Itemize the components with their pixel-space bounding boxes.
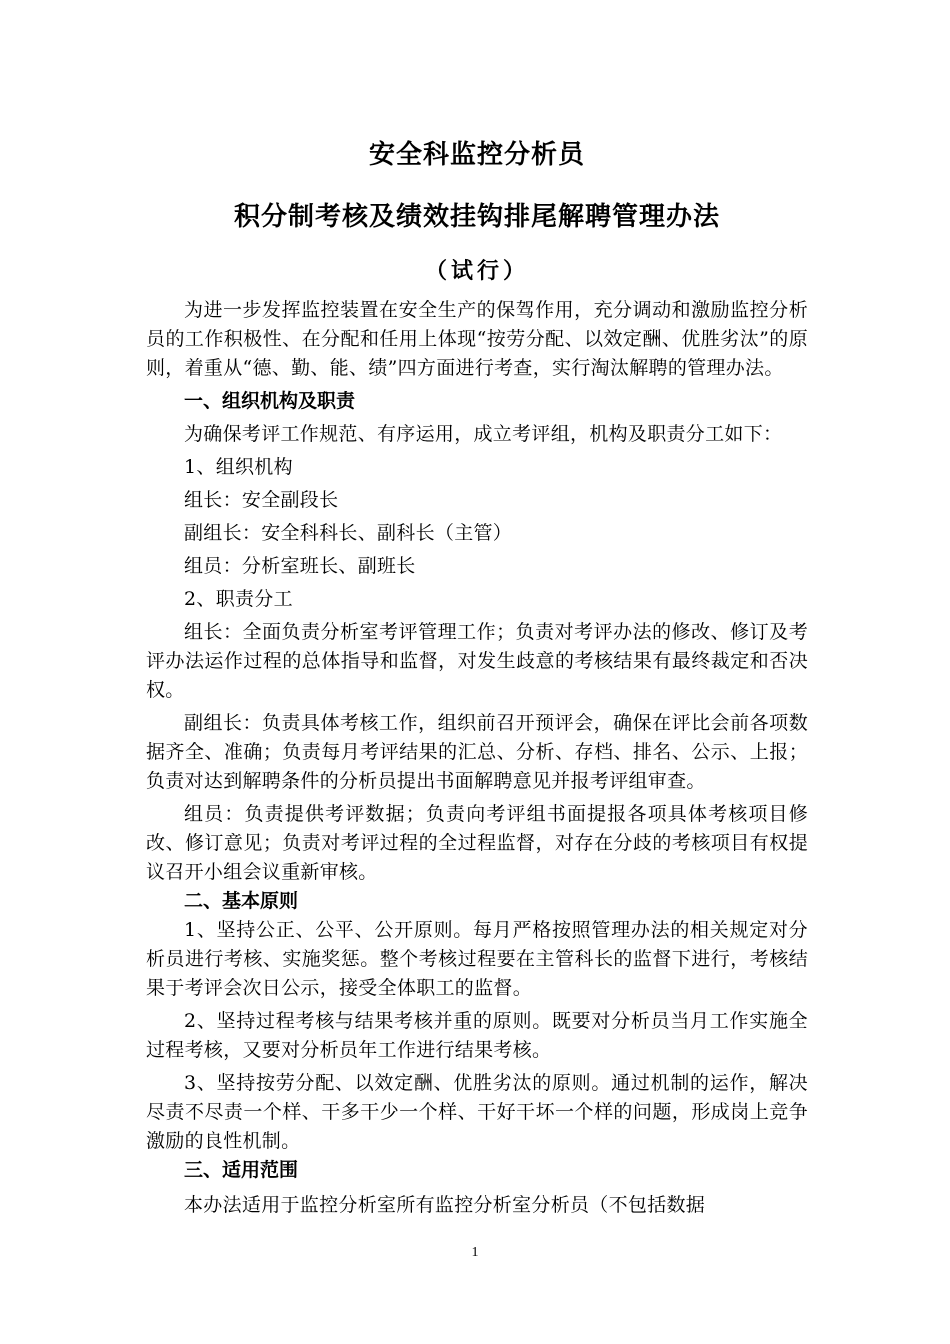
page-number: 1 <box>471 1245 479 1260</box>
duty-leader: 组长：全面负责分析室考评管理工作；负责对考评办法的修改、修订及考评办法运作过程的总体指导和监督，对发生歧意的考核结果有最终裁定和否决权。 <box>146 621 808 701</box>
section1-heading: 一、组织机构及职责 <box>184 390 356 412</box>
section3-heading: 三、适用范围 <box>184 1159 299 1181</box>
section1-intro: 为确保考评工作规范、有序运用，成立考评组，机构及职责分工如下： <box>184 423 783 445</box>
duty-deputy-leader: 副组长：负责具体考核工作，组织前召开预评会，确保在评比会前各项数据齐全、准确；负责每月考评结果的汇总、分析、存档、排名、公示、上报；负责对达到解聘条件的分析员提出书面解聘意见并报考评组审查。 <box>146 712 808 792</box>
scope-paragraph: 本办法适用于监控分析室所有监控分析室分析员（不包括数据 <box>184 1194 706 1216</box>
document-subtitle: （试行） <box>424 259 529 284</box>
principle-1: 1、坚持公正、公平、公开原则。每月严格按照管理办法的相关规定对分析员进行考核、实施奖惩。整个考核过程要在主管科长的监督下进行，考核结果于考评会次日公示，接受全体职工的监督。 <box>146 919 808 999</box>
principle-3: 3、坚持按劳分配、以效定酬、优胜劣汰的原则。通过机制的运作，解决尽责不尽责一个样、干多干少一个样、干好干坏一个样的问题，形成岗上竞争激励的良性机制。 <box>146 1072 808 1152</box>
document-body <box>146 296 808 1220</box>
section2-heading: 二、基本原则 <box>184 890 299 912</box>
org-structure-heading: 1、组织机构 <box>184 456 293 478</box>
document-title-line2: 积分制考核及绩效挂钩排尾解聘管理办法 <box>233 202 720 232</box>
duty-members: 组员：负责提供考评数据；负责向考评组书面提报各项具体考核项目修改、修订意见；负责对考评过程的全过程监督，对存在分歧的考核项目有权提议召开小组会议重新审核。 <box>146 803 808 883</box>
org-members: 组员：分析室班长、副班长 <box>184 555 416 577</box>
org-leader: 组长：安全副段长 <box>184 489 339 511</box>
intro-paragraph: 为进一步发挥监控装置在安全生产的保驾作用，充分调动和激励监控分析员的工作积极性、在分配和任用上体现“按劳分配、以效定酬、优胜劣汰”的原则，着重从“德、勤、能、绩”四方面进行考查，实行淘汰解聘的管理办法。 <box>146 299 808 379</box>
duty-heading: 2、职责分工 <box>184 588 293 610</box>
document-title-line1: 安全科监控分析员 <box>368 140 585 170</box>
org-deputy-leader: 副组长：安全科科长、副科长（主管） <box>184 522 513 544</box>
principle-2: 2、坚持过程考核与结果考核并重的原则。既要对分析员当月工作实施全过程考核，又要对分析员年工作进行结果考核。 <box>146 1010 808 1061</box>
